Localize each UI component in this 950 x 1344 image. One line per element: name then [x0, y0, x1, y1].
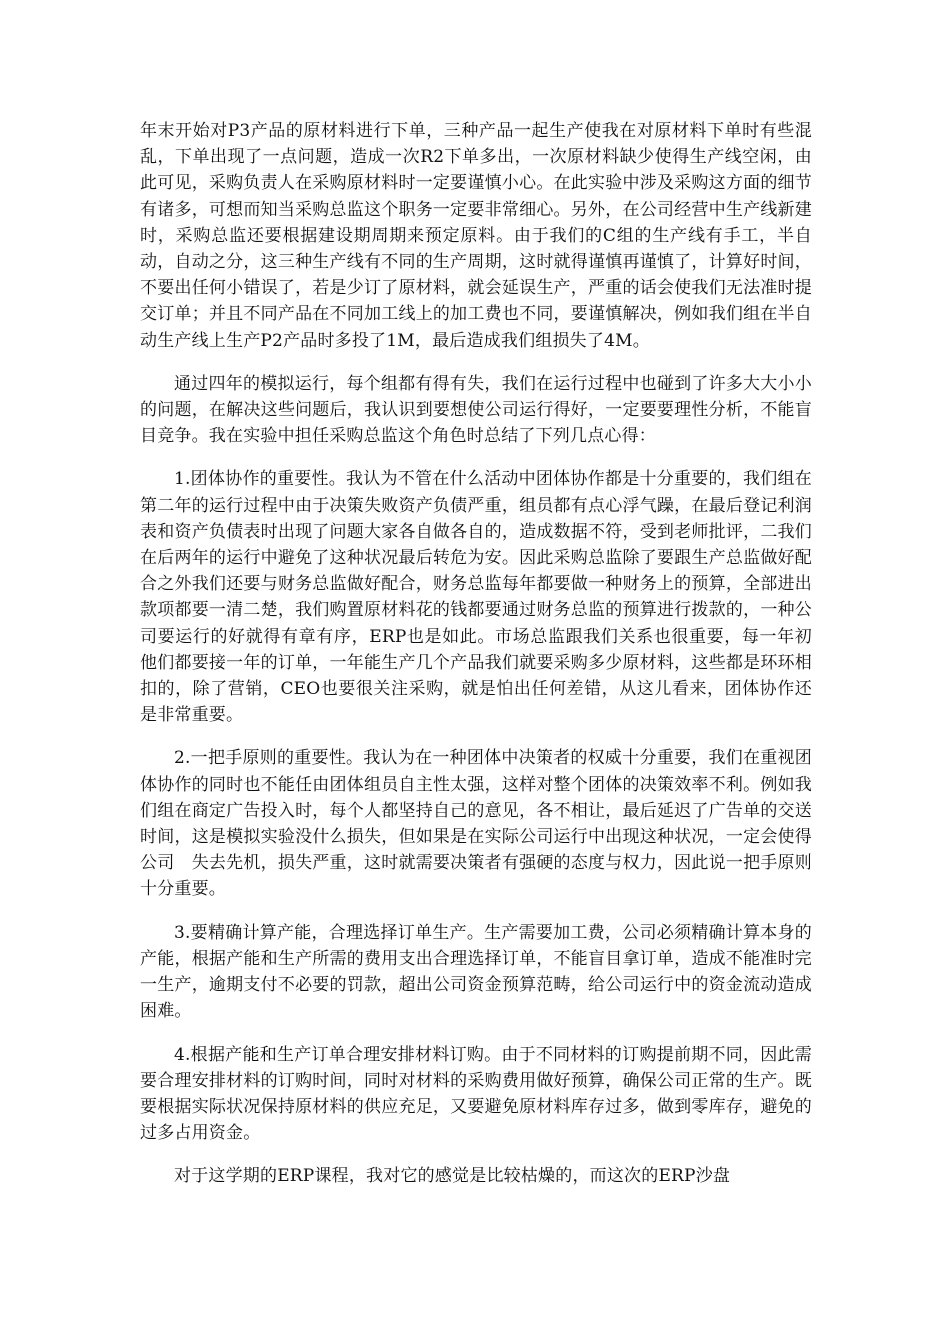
- paragraph-point-teamwork: 1.团体协作的重要性。我认为不管在什么活动中团体协作都是十分重要的，我们组在第二年的运行过程中由于决策失败资产负债严重，组员都有点心浮气躁，在最后登记利润表和资产负债表时出现了问题大家各自做各自的，造成数据不符，受到老师批评，二我们在后两年的运行中避免了这种状况最后转危为安。因此采购总监除了要跟生产总监做好配合之外我们还要与财务总监做好配合，财务总监每年都要做一种财务上的预算，全部进出款项都要一清二楚，我们购置原材料花的钱都要通过财务总监的预算进行拨款的，一种公司要运行的好就得有章有序，ERP也是如此。市场总监跟我们关系也很重要，每一年初他们都要接一年的订单，一年能生产几个产品我们就要采购多少原材料，这些都是环环相扣的，除了营销，CEO也要很关注采购，就是怕出任何差错，从这儿看来，团体协作还是非常重要。: [140, 469, 812, 726]
- paragraph-point-leader-principle: 2.一把手原则的重要性。我认为在一种团体中决策者的权威十分重要，我们在重视团体协作的同时也不能任由团体组员自主性太强，这样对整个团体的决策效率不利。例如我们组在商定广告投入时，每个人都坚持自己的意见，各不相让，最后延迟了广告单的交送时间，这是模拟实验没什么损失，但如果是在实际公司运行中出现这种状况，一定会使得公司 失去先机，损失严重，这时就需要决策者有强硬的态度与权力，因此说一把手原则十分重要。: [140, 748, 812, 900]
- paragraph-summary-intro: 通过四年的模拟运行，每个组都有得有失，我们在运行过程中也碰到了许多大大小小的问题，在解决这些问题后，我认识到要想使公司运行得好，一定要要理性分析，不能盲目竞争。我在实验中担任采购总监这个角色时总结了下列几点心得：: [140, 373, 812, 447]
- paragraph-point-material-ordering: 4.根据产能和生产订单合理安排材料订购。由于不同材料的订购提前期不同，因此需要合理安排材料的订购时间，同时对材料的采购费用做好预算，确保公司正常的生产。既要根据实际状况保持原材料的供应充足，又要避免原材料库存过多，做到零库存，避免的过多占用资金。: [140, 1044, 812, 1144]
- paragraph-point-capacity: 3.要精确计算产能，合理选择订单生产。生产需要加工费，公司必须精确计算本身的产能，根据产能和生产所需的费用支出合理选择订单，不能盲目拿订单，造成不能准时完一生产，逾期支付不必要的罚款，超出公司资金预算范畴，给公司运行中的资金流动造成困难。: [140, 922, 812, 1022]
- paragraph-course-reflection: 对于这学期的ERP课程，我对它的感觉是比较枯燥的，而这次的ERP沙盘: [174, 1166, 731, 1187]
- paragraph-procurement-details: 年末开始对P3产品的原材料进行下单，三种产品一起生产使我在对原材料下单时有些混乱，下单出现了一点问题，造成一次R2下单多出，一次原材料缺少使得生产线空闲，由此可见，采购负责人在采购原材料时一定要谨慎小心。在此实验中涉及采购这方面的细节有诸多，可想而知当采购总监这个职务一定要非常细心。另外，在公司经营中生产线新建时，采购总监还要根据建设期周期来预定原料。由于我们的C组的生产线有手工，半自动，自动之分，这三种生产线有不同的生产周期，这时就得谨慎再谨慎了，计算好时间，不要出任何小错误了，若是少订了原材料，就会延误生产，严重的话会使我们无法准时提交订单；并且不同产品在不同加工线上的加工费也不同，要谨慎解决，例如我们组在半自动生产线上生产P2产品时多投了1M，最后造成我们组损失了4M。: [140, 121, 812, 351]
